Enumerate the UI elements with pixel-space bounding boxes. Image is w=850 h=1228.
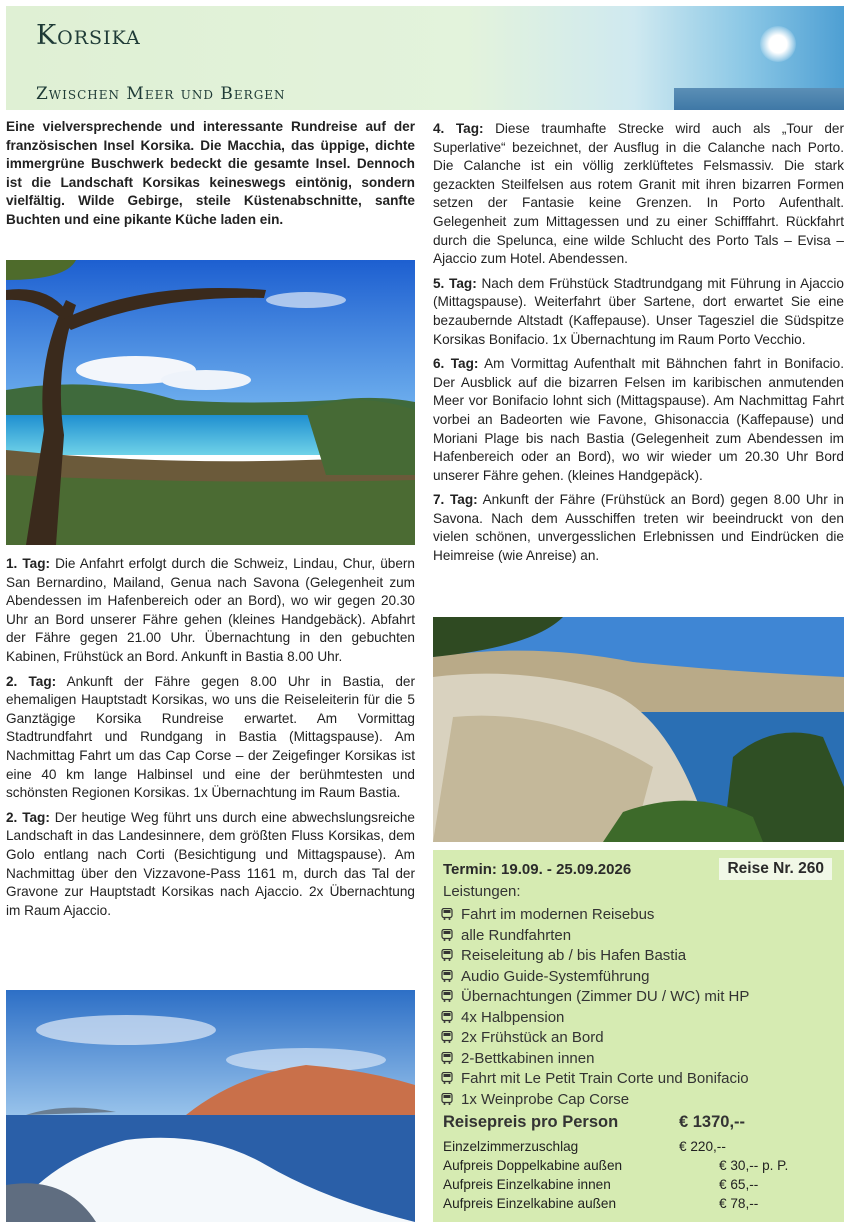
day-6-text: Am Vormittag Aufenthalt mit Bähnchen fahrt in Bonifacio. Der Ausblick auf die bizarren Felsen im karibischen anmutenden Meer vor Bonifacio lohnt sich (Mittagspause). Am Nachmittag Fahrt vorbei an Badeorten wie Favone, Ghisonaccia (Kaffepause) und Moriani Plage bis nach Bastia (Gelegenheit zum Abendessen im Hafenbereich oder an Bord), wo wir wieder um 20.30 Uhr Bord unserer Fähre gehen. (kleines Handgepäck). bbox=[433, 356, 844, 483]
bus-icon bbox=[441, 1011, 453, 1023]
bus-icon bbox=[441, 1072, 453, 1084]
day-7-text: Ankunft der Fähre (Frühstück an Bord) gegen 8.00 Uhr in Savona. Nach dem Ausschiffen treten wir beeindruckt von den vielen schönen, unvergesslichen Erlebnissen und Eindrücken die Heimreise (wie Anreise) an. bbox=[433, 492, 844, 564]
bus-icon bbox=[441, 1093, 453, 1105]
service-label: 2-Bettkabinen innen bbox=[461, 1049, 595, 1067]
service-label: Audio Guide-Systemführung bbox=[461, 967, 650, 985]
day-4-label: 4. Tag: bbox=[433, 121, 484, 136]
service-label: Übernachtungen (Zimmer DU / WC) mit HP bbox=[461, 988, 750, 1005]
day-2 bbox=[6, 673, 415, 803]
surcharge-row bbox=[443, 1175, 833, 1194]
service-label: 2x Frühstück an Bord bbox=[461, 1029, 604, 1046]
sun-icon bbox=[760, 26, 796, 62]
day-3-text: Der heutige Weg führt uns durch eine abwechslungsreiche Landschaft in das Landesinnere, dem größten Fluss Korsikas, dem Golo entlang nach Corti (Besichtigung und Mittagspause). Am Nachmittag über den Vizzavone-Pass 1161 m, durch das Tal der Gravone zur Hauptstadt Korsikas nach Ajaccio. 2x Übernachtung im Raum Ajaccio. bbox=[6, 809, 415, 918]
day-7 bbox=[433, 491, 844, 565]
service-item bbox=[441, 946, 749, 967]
photo-beach-tree bbox=[6, 260, 415, 545]
service-label: 1x Weinprobe Cap Corse bbox=[461, 1090, 630, 1108]
surcharge-value: € 78,-- bbox=[719, 1196, 759, 1211]
day-6 bbox=[433, 355, 844, 485]
surcharge-label: Aufpreis Einzelkabine außen bbox=[443, 1196, 617, 1211]
day-6-label: 6. Tag: bbox=[433, 356, 479, 372]
header-sea-photo bbox=[674, 88, 844, 110]
intro-text: Eine vielversprechende und interessante Rundreise auf der französischen Insel Korsika. Die Macchia, das üppige, dichte immergrüne Buschwerk bedeckt die gesamte Insel. Dennoch ist die Landschaft Korsikas keineswegs eintönig, sondern vielfältig. Wilde Gebirge, steile Küstenabschnitte, sanfte Buchten und eine pikante Küche laden ein. bbox=[6, 119, 415, 227]
day-3-label: 2. Tag: bbox=[6, 809, 50, 825]
surcharges-list bbox=[443, 1137, 833, 1213]
day-5 bbox=[433, 275, 844, 349]
day-7-label: 7. Tag: bbox=[433, 492, 478, 508]
service-item bbox=[441, 967, 749, 988]
bus-icon bbox=[441, 949, 453, 961]
trip-number-badge: Reise Nr. 260 bbox=[719, 858, 832, 880]
day-2-label: 2. Tag: bbox=[6, 673, 57, 689]
service-label: Fahrt mit Le Petit Train Corte und Bonifacio bbox=[461, 1070, 749, 1087]
photo-cliffs bbox=[433, 617, 844, 842]
bus-icon bbox=[441, 1031, 453, 1043]
trip-info-box bbox=[433, 850, 844, 1222]
service-item bbox=[441, 1069, 749, 1090]
day-1-label: 1. Tag: bbox=[6, 556, 51, 571]
day-5-label: 5. Tag: bbox=[433, 275, 477, 291]
day-3 bbox=[6, 809, 415, 921]
service-item bbox=[441, 926, 749, 947]
day-1 bbox=[6, 555, 415, 667]
service-item bbox=[441, 1028, 749, 1049]
surcharge-row bbox=[443, 1137, 833, 1156]
service-label: Fahrt im modernen Reisebus bbox=[461, 906, 655, 923]
service-item bbox=[441, 987, 749, 1008]
surcharge-row bbox=[443, 1194, 833, 1213]
left-column-top bbox=[6, 118, 415, 236]
service-item bbox=[441, 905, 749, 926]
day-1-text: Die Anfahrt erfolgt durch die Schweiz, Lindau, Chur, übern San Bernardino, Mailand, Genua nach Savona (Gelegenheit zum Abendessen im Hafenbereich oder an Bord), wo wir gegen 20.30 Uhr an Bord unserer Fähre gehen (kleines Handgebäck). Abfahrt der Fähre gegen 21.00 Uhr. Übernachtung in den gebuchten Kabinen, Frühstück an Bord. Ankunft in Bastia 8.00 Uhr. bbox=[6, 556, 415, 664]
service-item bbox=[441, 1049, 749, 1070]
surcharge-row bbox=[443, 1156, 833, 1175]
photo-boat-cape bbox=[6, 990, 415, 1222]
services-list bbox=[441, 905, 749, 1110]
header-banner bbox=[6, 6, 844, 110]
surcharge-label: Aufpreis Einzelkabine innen bbox=[443, 1177, 611, 1192]
bus-icon bbox=[441, 1052, 453, 1064]
surcharge-value: € 220,-- bbox=[679, 1139, 726, 1154]
service-label: alle Rundfahrten bbox=[461, 926, 572, 944]
surcharge-label: Aufpreis Doppelkabine außen bbox=[443, 1158, 623, 1173]
trip-dates: Termin: 19.09. - 25.09.2026 bbox=[443, 861, 632, 878]
day-5-text: Nach dem Frühstück Stadtrundgang mit Führung in Ajaccio (Mittagspause). Weiterfahrt über Sartene, dort erwartet Sie eine bezaubernde Altstadt (Kaffepause). Unser Tagesziel die Südspitze Korsikas Bonifacio. 1x Übernachtung im Raum Porto Vecchio. bbox=[433, 275, 844, 347]
price-label: Reisepreis pro Person bbox=[443, 1113, 619, 1131]
services-heading: Leistungen: bbox=[443, 883, 521, 900]
bus-icon bbox=[441, 970, 453, 982]
bus-icon bbox=[441, 908, 453, 920]
surcharge-value: € 65,-- bbox=[719, 1177, 759, 1192]
day-4-text: Diese traumhafte Strecke wird auch als „Tour der Superlative“ bezeichnet, der Ausflug in die Calanche nach Porto. Die Calanche ist ein völlig zerklüftetes Felsmassiv. Die stark gezackten Steilfelsen aus rotem Granit mit ihren bizarren Formen setzen der Fantasie keine Grenzen. In Porto Aufenthalt. Gelegenheit zum Mittagessen und zu einer Schifffahrt. Rückfahrt durch die Spelunca, eine wilde Schlucht des Porto Tals – Evisa – Ajaccio zum Hotel. Abendessen. bbox=[433, 121, 844, 267]
page-title: Korsika bbox=[36, 20, 141, 51]
right-column-days bbox=[433, 120, 844, 572]
price-value: € 1370,-- bbox=[679, 1113, 746, 1131]
day-2-text: Ankunft der Fähre gegen 8.00 Uhr in Bastia, der ehemaligen Hauptstadt Korsikas, wo uns die Reiseleiterin für die 5 Ganztägige Korsika Rundreise erwartet. Am Vormittag Stadtrundfahrt und Rundgang in Bastia (Mittagspause). Am Nachmittag Fahrt um das Cap Corse – der Zeigefinger Korsikas ist eine 40 km lange Halbinsel und eine der berühmtesten und schönsten Regionen Korsikas. 1x Übernachtung im Raum Bastia. bbox=[6, 673, 415, 801]
page-subtitle: Zwischen Meer und Bergen bbox=[36, 84, 286, 104]
day-4 bbox=[433, 120, 844, 269]
service-item bbox=[441, 1008, 749, 1029]
service-label: Reiseleitung ab / bis Hafen Bastia bbox=[461, 947, 687, 964]
service-item bbox=[441, 1090, 749, 1111]
bus-icon bbox=[441, 929, 453, 941]
surcharge-label: Einzelzimmerzuschlag bbox=[443, 1139, 579, 1154]
surcharge-value: € 30,-- p. P. bbox=[719, 1158, 789, 1173]
left-column-days bbox=[6, 555, 415, 926]
bus-icon bbox=[441, 990, 453, 1002]
service-label: 4x Halbpension bbox=[461, 1008, 565, 1026]
